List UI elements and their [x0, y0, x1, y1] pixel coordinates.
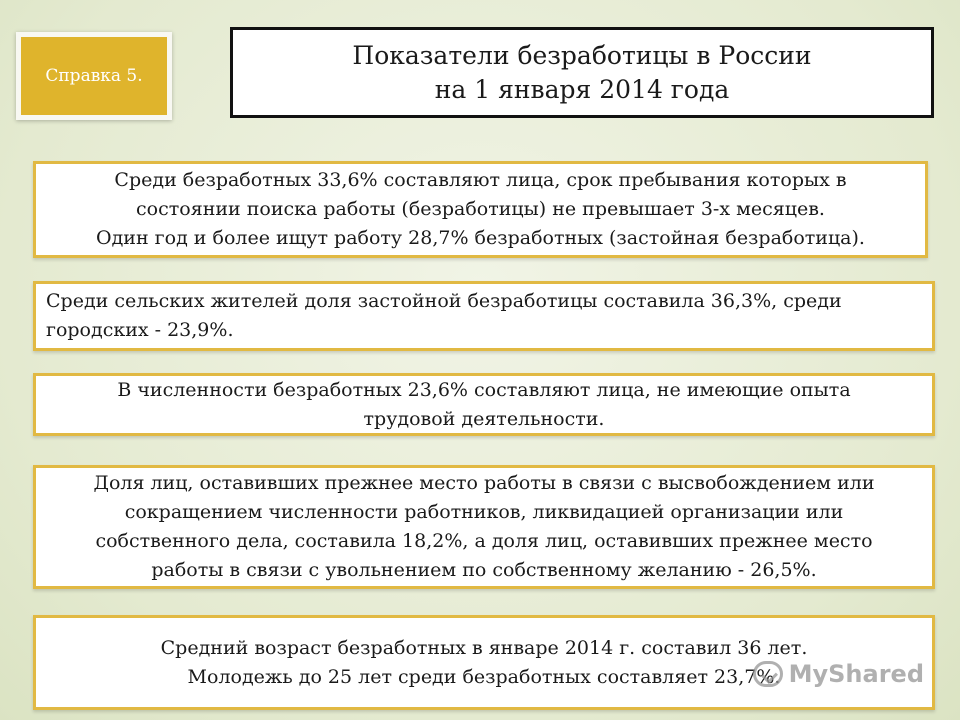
fact-line: Среди безработных 33,6% составляют лица, срок пребывания которых в — [114, 169, 847, 191]
fact-card-short-term-unemployment — [33, 161, 928, 258]
fact-line: сокращением численности работников, ликвидацией организации или — [124, 501, 844, 523]
fact-line: собственного дела, составила 18,2%, а доля лиц, оставивших прежнее место — [95, 530, 873, 552]
fact-line: В численности безработных 23,6% составляют лица, не имеющие опыта — [117, 378, 851, 401]
slide-title-line-1: Показатели безработицы в России — [352, 40, 812, 70]
reference-badge-frame — [16, 32, 172, 120]
reference-badge: Справка 5. — [21, 37, 167, 115]
watermark — [753, 660, 924, 688]
fact-card-rural-urban — [33, 281, 935, 351]
fact-line: Молодежь до 25 лет среди безработных составляет 23,7%. — [187, 665, 781, 688]
slide-title-line-2: на 1 января 2014 года — [434, 74, 730, 104]
fact-card-job-loss-reasons — [33, 465, 935, 589]
fact-line: трудовой деятельности. — [363, 407, 605, 430]
fact-line: Средний возраст безработных в январе 2014 г. составил 36 лет. — [160, 636, 808, 659]
watermark-text: MyShared — [788, 660, 924, 688]
slide-title — [230, 27, 934, 118]
fact-line: Доля лиц, оставивших прежнее место работы в связи с высвобождением или — [93, 472, 875, 494]
fact-line: городских - 23,9%. — [46, 319, 234, 341]
fact-line: Среди сельских жителей доля застойной безработицы составила 36,3%, среди — [46, 290, 842, 312]
fact-card-no-experience — [33, 373, 935, 436]
myshared-logo-icon — [753, 661, 783, 687]
fact-line: работы в связи с увольнением по собственному желанию - 26,5%. — [151, 559, 817, 581]
fact-line: состоянии поиска работы (безработицы) не превышает 3-х месяцев. — [136, 198, 825, 220]
fact-line: Один год и более ищут работу 28,7% безработных (застойная безработица). — [96, 227, 865, 249]
